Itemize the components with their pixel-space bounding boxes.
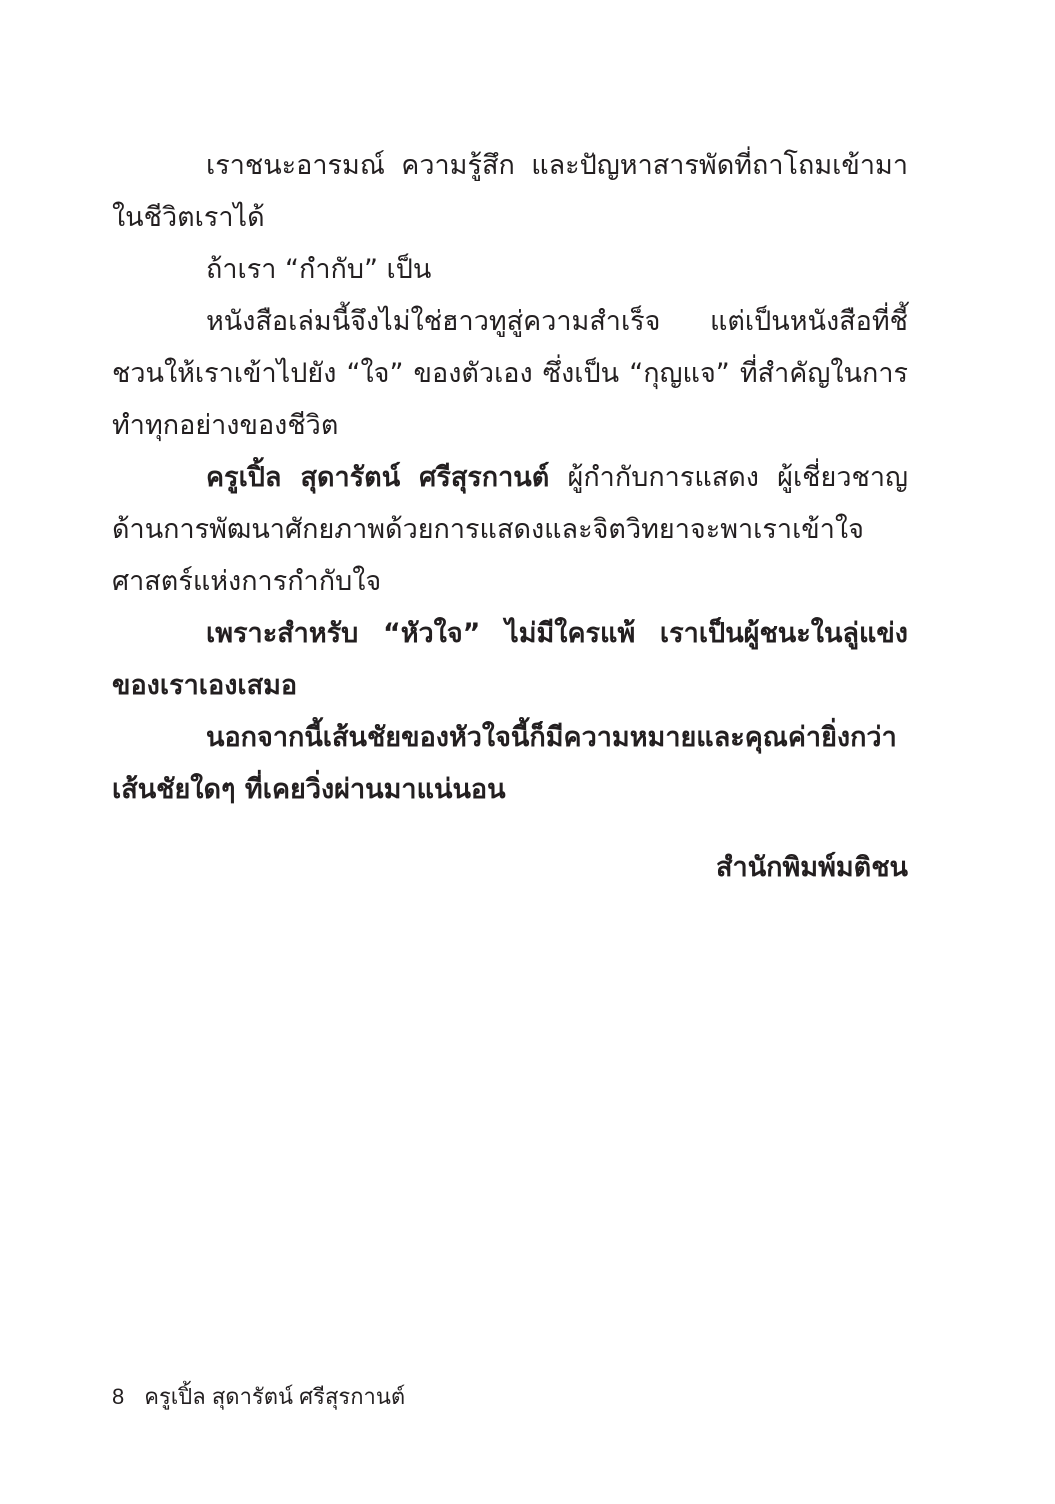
- running-author: ครูเปิ้ล สุดารัตน์ ศรีสุรกานต์: [144, 1384, 406, 1409]
- paragraph-4: [112, 452, 908, 608]
- paragraph-6: นอกจากนี้เส้นชัยของหัวใจนี้ก็มีความหมายและคุณค่ายิ่งกว่าเส้นชัยใดๆ ที่เคยวิ่งผ่านมาแน่นอน: [112, 722, 897, 805]
- page-number: 8: [112, 1384, 125, 1409]
- paragraph-5: เพราะสำหรับ “หัวใจ” ไม่มีใครแพ้ เราเป็นผู้ชนะในลู่แข่งของเราเองเสมอ: [112, 618, 908, 701]
- author-name-bold: ครูเปิ้ล สุดารัตน์ ศรีสุรกานต์: [206, 462, 550, 493]
- paragraph-4-rest: ผู้กำกับการแสดง ผู้เชี่ยวชาญด้านการพัฒนาศักยภาพด้วยการแสดงและจิตวิทยาจะพาเราเข้าใจศาสตร์แห่งการกำกับใจ: [112, 462, 908, 597]
- page-footer: [112, 1377, 405, 1417]
- body-text: [112, 140, 908, 816]
- paragraph-3: หนังสือเล่มนี้จึงไม่ใช่ฮาวทูสู่ความสำเร็จ แต่เป็นหนังสือที่ชี้ชวนให้เราเข้าไปยัง “ใจ” ของตัวเอง ซึ่งเป็น “กุญแจ” ที่สำคัญในการทำทุกอย่างของชีวิต: [112, 306, 908, 441]
- paragraph-1: เราชนะอารมณ์ ความรู้สึก และปัญหาสารพัดที่ถาโถมเข้ามาในชีวิตเราได้: [112, 150, 908, 233]
- publisher-signature: สำนักพิมพ์มติชน: [716, 852, 908, 883]
- paragraph-2: ถ้าเรา “กำกับ” เป็น: [206, 254, 432, 285]
